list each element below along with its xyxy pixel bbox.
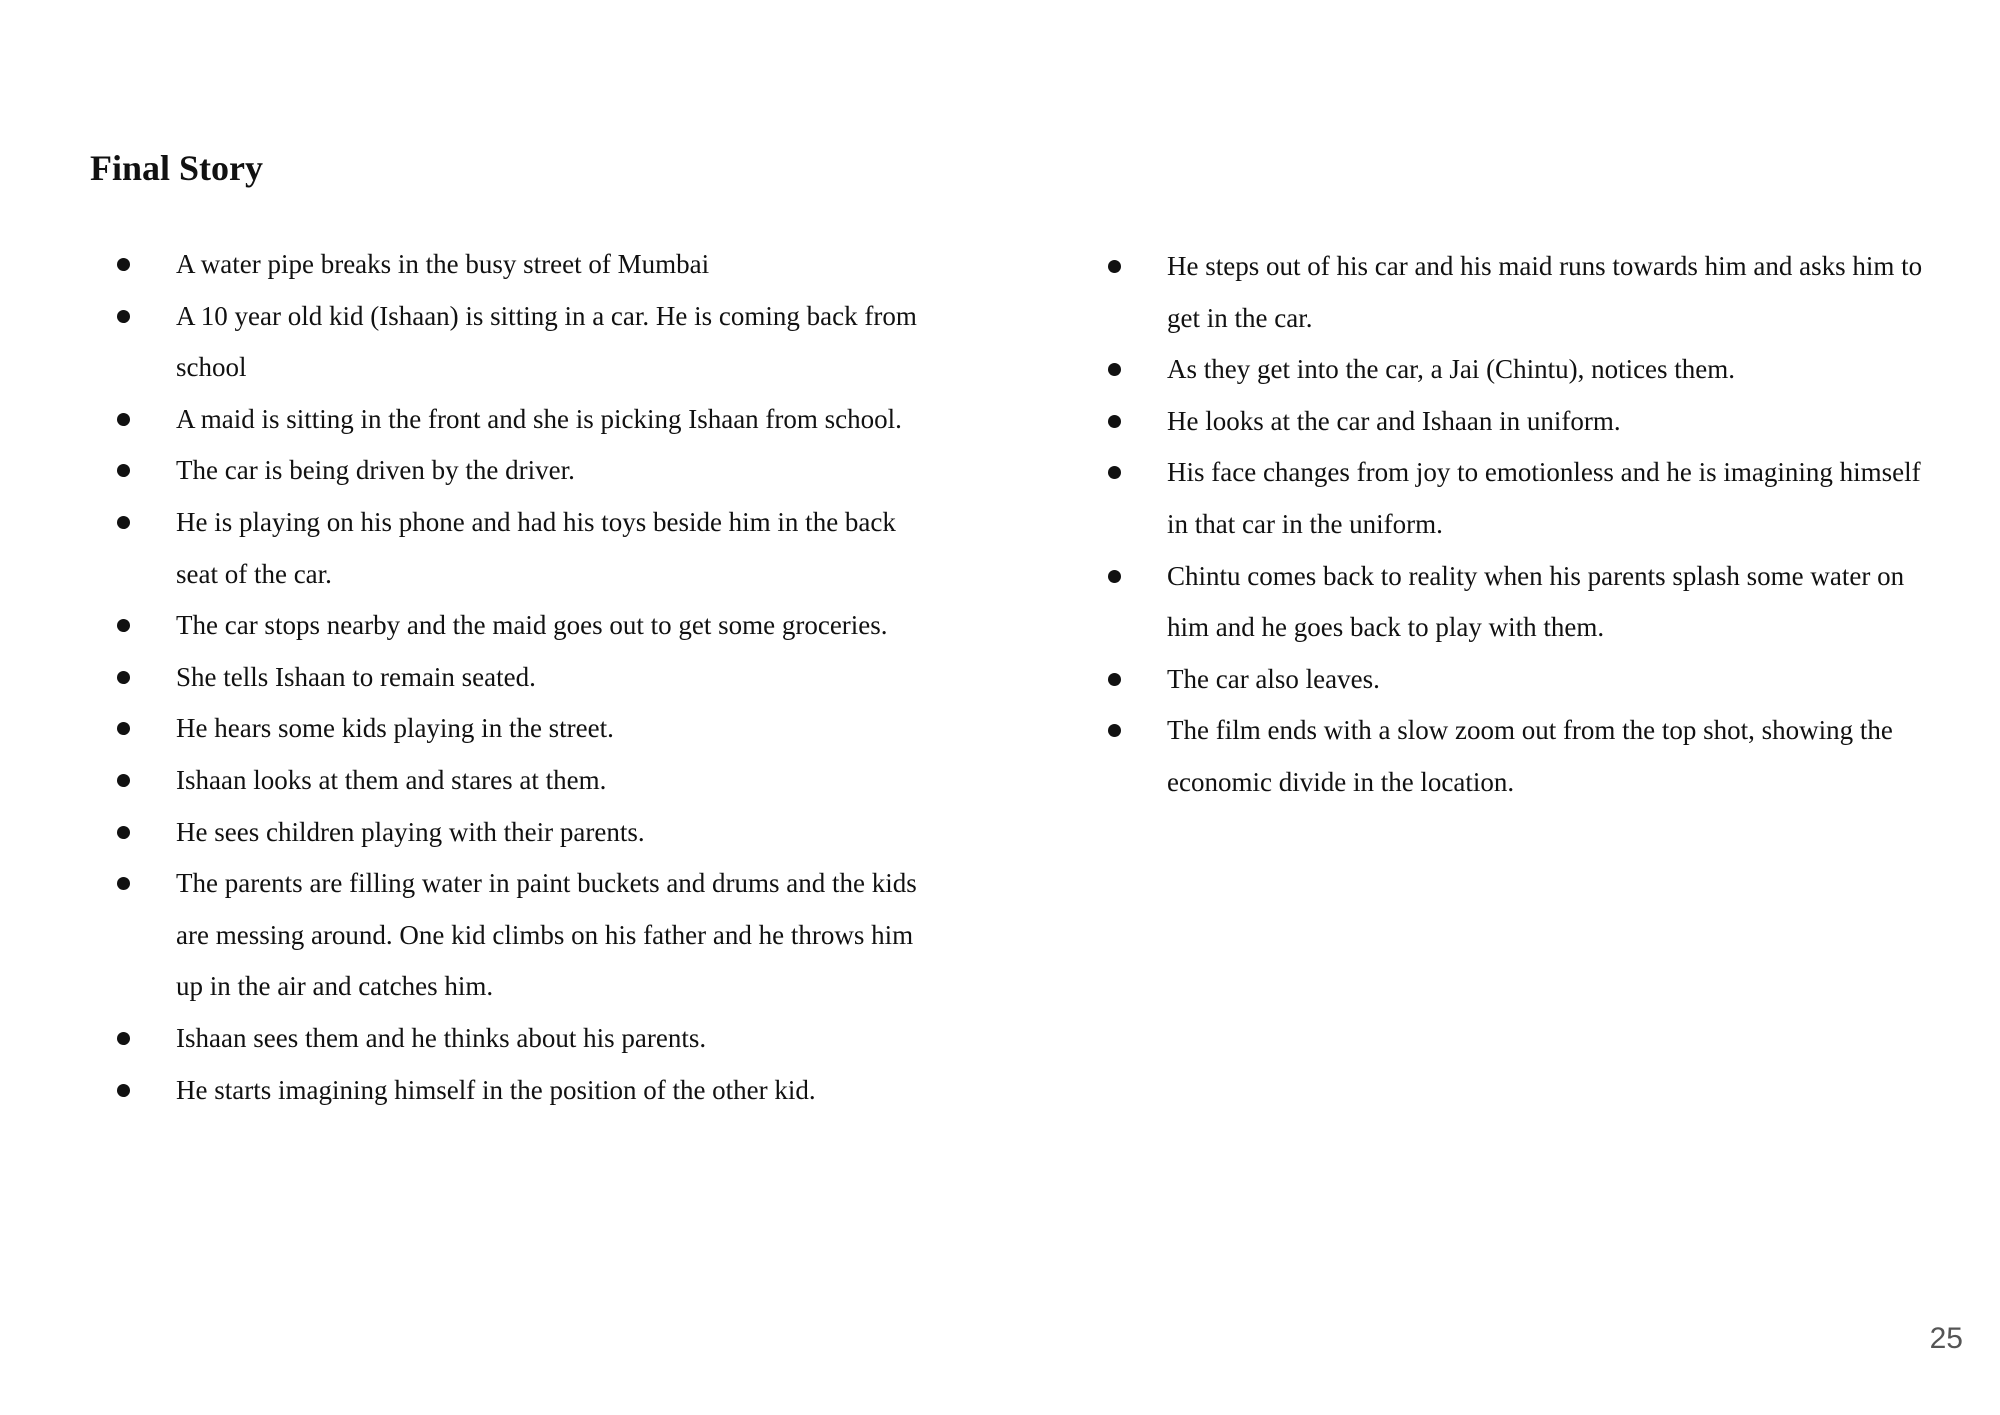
page-title: Final Story	[90, 148, 264, 188]
bullet-text: The parents are filling water in paint buckets and drums and the kids are messing around. One kid climbs on his father and he throws him up in the air and catches him.	[176, 868, 917, 1002]
bullet-text: She tells Ishaan to remain seated.	[176, 661, 536, 692]
bullet-icon	[117, 464, 130, 477]
list-item	[117, 291, 927, 394]
bullet-icon	[1108, 673, 1121, 686]
list-item	[117, 858, 927, 1013]
bullet-text: His face changes from joy to emotionless and he is imagining himself in that car in the uniform.	[1167, 457, 1921, 539]
bullet-icon	[117, 413, 130, 426]
bullet-text: He steps out of his car and his maid runs towards him and asks him to get in the car.	[1167, 251, 1923, 333]
list-item	[117, 1013, 927, 1065]
bullet-icon	[117, 516, 130, 529]
bullet-text: Ishaan looks at them and stares at them.	[176, 764, 607, 795]
list-item	[117, 497, 927, 600]
story-bullets-right	[1108, 241, 1948, 809]
list-item	[1108, 551, 1948, 654]
bullet-text: As they get into the car, a Jai (Chintu), notices them.	[1167, 354, 1736, 385]
bullet-icon	[117, 1084, 130, 1097]
list-item	[117, 394, 927, 446]
bullet-icon	[117, 774, 130, 787]
list-item	[1108, 241, 1948, 344]
list-item	[117, 807, 927, 859]
bullet-icon	[1108, 466, 1121, 479]
bullet-icon	[117, 310, 130, 323]
list-item	[1108, 654, 1948, 706]
bullet-icon	[117, 671, 130, 684]
bullet-icon	[117, 722, 130, 735]
bullet-text: Chintu comes back to reality when his parents splash some water on him and he goes back to play with them.	[1167, 560, 1905, 643]
bullet-icon	[117, 619, 130, 632]
list-item	[1108, 396, 1948, 448]
bullet-icon	[1108, 363, 1121, 376]
bullet-icon	[1108, 724, 1121, 737]
bullet-text: He sees children playing with their parents.	[176, 816, 645, 847]
list-item	[117, 445, 927, 497]
bullet-text: He starts imagining himself in the position of the other kid.	[176, 1074, 816, 1105]
bullet-text: He looks at the car and Ishaan in uniform.	[1167, 405, 1621, 436]
bullet-text: A 10 year old kid (Ishaan) is sitting in a car. He is coming back from school	[176, 300, 917, 383]
bullet-text: He is playing on his phone and had his toys beside him in the back seat of the car.	[176, 506, 896, 589]
list-item	[117, 600, 927, 652]
bullet-icon	[1108, 260, 1121, 273]
bullet-text: The car is being driven by the driver.	[176, 455, 575, 486]
list-item	[117, 703, 927, 755]
bullet-text: Ishaan sees them and he thinks about his parents.	[176, 1022, 707, 1053]
list-item	[117, 1065, 927, 1117]
page-number: 25	[1929, 1322, 1963, 1355]
bullet-icon	[117, 826, 130, 839]
bullet-text: A water pipe breaks in the busy street of Mumbai	[176, 249, 710, 279]
list-item	[117, 755, 927, 807]
list-item	[117, 652, 927, 704]
bullet-icon	[117, 258, 130, 271]
bullet-text: The film ends with a slow zoom out from the top shot, showing the economic divide in the location.	[1167, 715, 1893, 797]
bullet-icon	[117, 1032, 130, 1045]
list-item	[1108, 447, 1948, 550]
story-bullets-left	[117, 239, 927, 1116]
bullet-text: The car also leaves.	[1167, 663, 1380, 694]
bullet-icon	[1108, 570, 1121, 583]
list-item	[1108, 344, 1948, 396]
list-item	[1108, 705, 1948, 808]
bullet-text: He hears some kids playing in the street.	[176, 713, 614, 744]
bullet-text: The car stops nearby and the maid goes out to get some groceries.	[176, 610, 888, 641]
bullet-icon	[1108, 415, 1121, 428]
list-item	[117, 239, 927, 291]
bullet-text: A maid is sitting in the front and she is picking Ishaan from school.	[176, 403, 902, 434]
bullet-icon	[117, 877, 130, 890]
